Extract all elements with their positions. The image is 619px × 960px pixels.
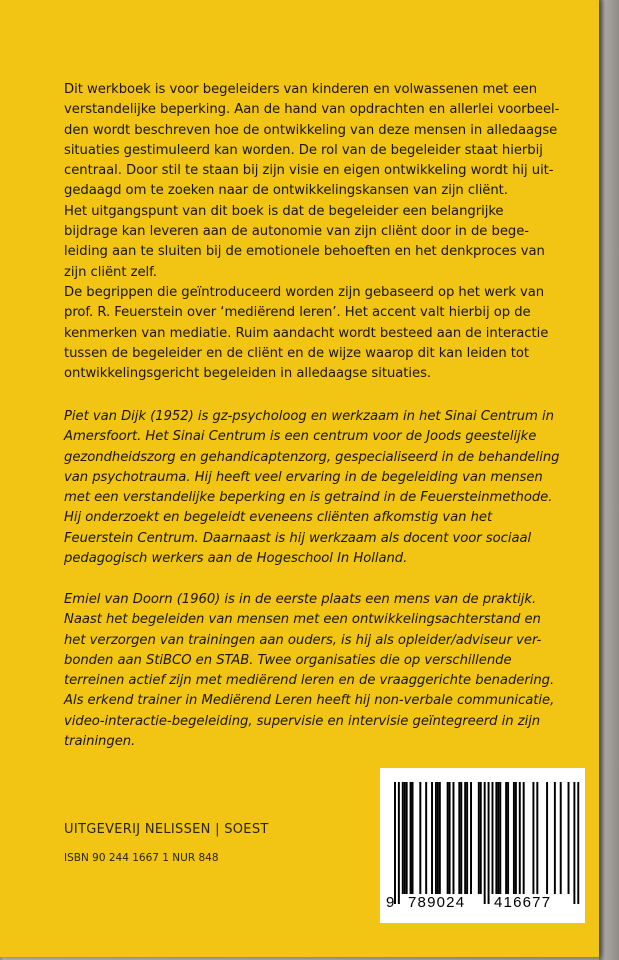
author-bio-emiel-van-doorn [64,590,584,752]
barcode-bar [470,782,472,894]
text-line: zijn cliënt zelf. [64,264,157,280]
text-line: bijdrage kan leveren aan de autonomie van zijn cliënt door in de bege- [64,224,529,240]
text-line: Amersfoort. Het Sinai Centrum is een centrum voor de Joods geestelijke [64,429,537,445]
barcode-guard-bar [394,782,396,904]
barcode-bar [507,782,509,894]
text-line: centraal. Door stil te staan bij zijn visie en eigen ontwikkeling wordt hij uit- [64,163,554,179]
barcode-bar [425,782,427,894]
barcode-guard-bar [488,782,490,904]
barcode-bar [447,782,449,894]
barcode-bar [458,782,460,894]
text-line: kenmerken van mediatie. Ruim aandacht wordt besteed aan de interactie [64,325,549,341]
text-line: prof. R. Feuerstein over ‘mediërend leren’. Het accent valt hierbij op de [64,305,531,321]
text-line: tussen de begeleider en de cliënt en de wijze waarop dit kan leiden tot [64,345,530,361]
barcode-guard-bar [577,782,579,904]
barcode-bar [439,782,441,894]
barcode-bar [480,782,482,894]
barcode-bar [515,782,517,894]
author-bio-piet-van-dijk [64,407,584,569]
barcode-bar [478,782,480,894]
barcode-bar [546,782,548,894]
text-line: pedagogisch werkers aan de Hogeschool In Holland. [64,551,408,567]
barcode-bar [431,782,433,894]
text-line: situaties gestimuleerd kan worden. De rol van de begeleider staat hierbij [64,142,543,158]
barcode-bar [402,782,404,894]
isbn-nur-line: ISBN 90 244 1667 1 NUR 848 [64,852,219,864]
text-line: leiding aan te sluiten bij de emotionele behoeften en het denkproces van [64,244,545,260]
text-line: bonden aan StiBCO en STAB. Twee organisaties die op verschillende [64,652,512,668]
barcode-bar [460,782,462,894]
barcode-bar [492,782,494,894]
text-line: Naast het begeleiden van mensen met een ontwikkelingsachterstand en [64,612,541,628]
barcode-bar [523,782,525,894]
barcode-bar [410,782,412,894]
barcode-right-group: 416677 [494,894,552,911]
text-line: video-interactie-begeleiding, supervisie en intervisie geïntegreerd in zijn [64,713,541,729]
barcode-bar [499,782,501,894]
text-line: ontwikkelingsgericht begeleiden in alledaagse situaties. [64,366,432,382]
text-line: trainingen. [64,734,136,750]
text-line: gedaagd om te zoeken naar de ontwikkelingskansen van zijn cliënt. [64,183,508,199]
barcode-bar [464,782,466,894]
text-line: Emiel van Doorn (1960) is in de eerste plaats een mens van de praktijk. [64,592,537,607]
text-line: Hij onderzoekt en begeleidt eveneens cliënten afkomstig van het [64,510,493,526]
barcode-guard-bar [484,782,486,904]
page-edge-shadow [599,0,619,960]
publisher-name: UITGEVERIJ NELISSEN | SOEST [64,822,269,837]
barcode-bar [435,782,437,894]
barcode-bar [532,782,534,894]
text-line: den wordt beschreven hoe de ontwikkeling van deze mensen in alledaagse [64,122,558,138]
barcode-guard-bar [398,782,400,904]
text-line: het verzorgen van trainingen aan ouders, is hij als opleider/adviseur ver- [64,632,542,648]
barcode-bar [449,782,451,894]
text-line: gezondheidszorg en gehandicaptenzorg, gespecialiseerd in de behandeling [64,449,560,465]
barcode-left-group: 789024 [408,894,466,911]
blurb-paragraph [64,80,584,384]
barcode-bar [519,782,521,894]
barcode-bar [453,782,455,894]
text-line: Piet van Dijk (1952) is gz-psycholoog en werkzaam in het Sinai Centrum in [64,409,554,424]
barcode-bar [412,782,414,894]
text-line: terreinen actief zijn met mediërend leren en de vraaggerichte benadering. [64,673,555,689]
text-line: verstandelijke beperking. Aan de hand van opdrachten en allerlei voorbeel- [64,102,560,118]
barcode-bar [497,782,499,894]
barcode-bar [554,782,556,894]
text-line: De begrippen die geïntroduceerd worden zijn gebaseerd op het werk van [64,284,545,300]
barcode-bar [536,782,538,894]
barcode-bar [513,782,515,894]
barcode-bar [419,782,421,894]
barcode-bar [505,782,507,894]
text-line: Feuerstein Centrum. Daarnaast is hij werkzaam als docent voor sociaal [64,530,532,546]
text-line: Het uitgangspunt van dit boek is dat de begeleider een belangrijke [64,203,504,219]
text-line: van psychotrauma. Hij heeft veel ervaring in de begeleiding van mensen [64,469,543,485]
barcode-label [380,768,585,923]
barcode-bar [495,782,497,894]
barcode-bar [560,782,562,894]
barcode-lead-digit: 9 [386,894,395,911]
barcode-guard-bar [573,782,575,904]
barcode-bar [568,782,570,894]
barcode-bar [437,782,439,894]
barcode-bar [406,782,408,894]
text-line: Dit werkboek is voor begeleiders van kinderen en volwassenen met een [64,82,538,97]
text-line: met een verstandelijke beperking en is getraind in de Feuersteinmethode. [64,490,553,506]
text-line: Als erkend trainer in Mediërend Leren heeft hij non-verbale communicatie, [64,693,555,709]
barcode-bar [466,782,468,894]
barcode-bar [404,782,406,894]
